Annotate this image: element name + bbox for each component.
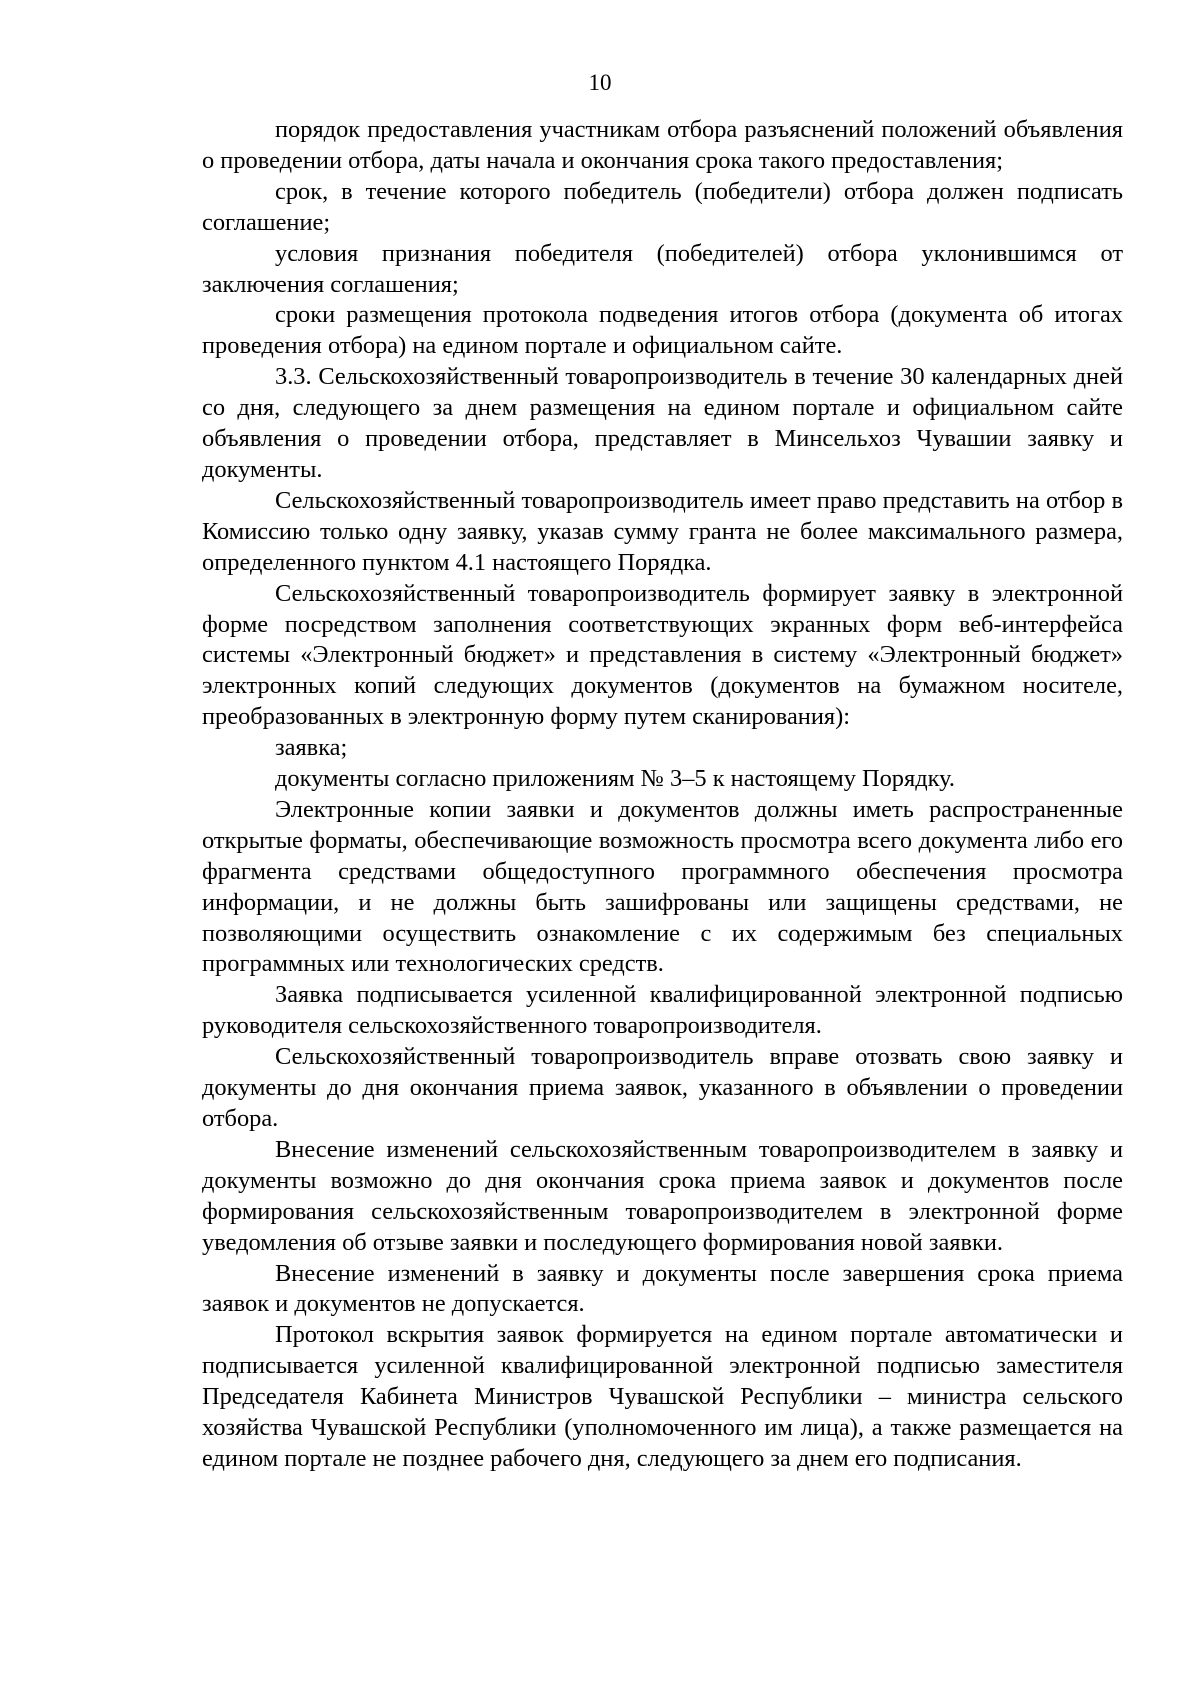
paragraph-11: Заявка подписывается усиленной квалифицированной электронной подписью руководителя сельскохозяйственного товаропроизводителя. bbox=[202, 981, 1123, 1040]
paragraph-4: сроки размещения протокола подведения итогов отбора (документа об итогах проведения отбора) на едином портале и официальном сайте. bbox=[202, 301, 1123, 360]
paragraph-1: порядок предоставления участникам отбора разъяснений положений объявления о проведении отбора, даты начала и окончания срока такого предоставления; bbox=[202, 116, 1123, 174]
paragraph-12: Сельскохозяйственный товаропроизводитель вправе отозвать свою заявку и документы до дня окончания приема заявок, указанного в объявлении о проведении отбора. bbox=[202, 1043, 1123, 1132]
paragraph-14: Внесение изменений в заявку и документы после завершения срока приема заявок и документов не допускается. bbox=[202, 1259, 1123, 1318]
paragraph-8: заявка; bbox=[275, 734, 348, 762]
paragraph-6: Сельскохозяйственный товаропроизводитель имеет право представить на отбор в Комиссию только одну заявку, указав сумму гранта не более максимального размера, определенного пунктом 4.1 настоящего Порядка. bbox=[202, 486, 1123, 576]
paragraph-9: документы согласно приложениям № 3–5 к настоящему Порядку. bbox=[275, 765, 955, 793]
page-number: 10 bbox=[588, 70, 612, 95]
document-body bbox=[202, 115, 1123, 1475]
paragraph-7: Сельскохозяйственный товаропроизводитель формирует заявку в электронной форме посредством заполнения соответствующих экранных форм веб-интерфейса системы «Электронный бюджет» и представления в систему «Электронный бюджет» электронных копий следующих документов (документов на бумажном носителе, преобразованных в электронную форму путем сканирования): bbox=[202, 579, 1123, 731]
paragraph-3: условия признания победителя (победителей) отбора уклонившимся от заключения соглашения; bbox=[202, 239, 1123, 298]
paragraph-5: 3.3. Сельскохозяйственный товаропроизводитель в течение 30 календарных дней со дня, следующего за днем размещения на едином портале и официальном сайте объявления о проведении отбора, представляет в Минсельхоз Чувашии заявку и документы. bbox=[202, 363, 1123, 483]
paragraph-2: срок, в течение которого победитель (победители) отбора должен подписать соглашение; bbox=[202, 177, 1123, 236]
paragraph-10: Электронные копии заявки и документов должны иметь распространенные открытые форматы, обеспечивающие возможность просмотра всего документа либо его фрагмента средствами общедоступного программного обеспечения просмотра информации, и не должны быть зашифрованы или защищены средствами, не позволяющими осуществить ознакомление с их содержимым без специальных программных или технологических средств. bbox=[202, 795, 1123, 978]
paragraph-15: Протокол вскрытия заявок формируется на едином портале автоматически и подписывается усиленной квалифицированной электронной подписью заместителя Председателя Кабинета Министров Чувашской Республики – министра сельского хозяйства Чувашской Республики (уполномоченного им лица), а также размещается на едином портале не позднее рабочего дня, следующего за днем его подписания. bbox=[202, 1321, 1123, 1472]
paragraph-13: Внесение изменений сельскохозяйственным товаропроизводителем в заявку и документы возможно до дня окончания срока приема заявок и документов после формирования сельскохозяйственным товаропроизводителем в электронной форме уведомления об отзыве заявки и последующего формирования новой заявки. bbox=[202, 1135, 1123, 1256]
